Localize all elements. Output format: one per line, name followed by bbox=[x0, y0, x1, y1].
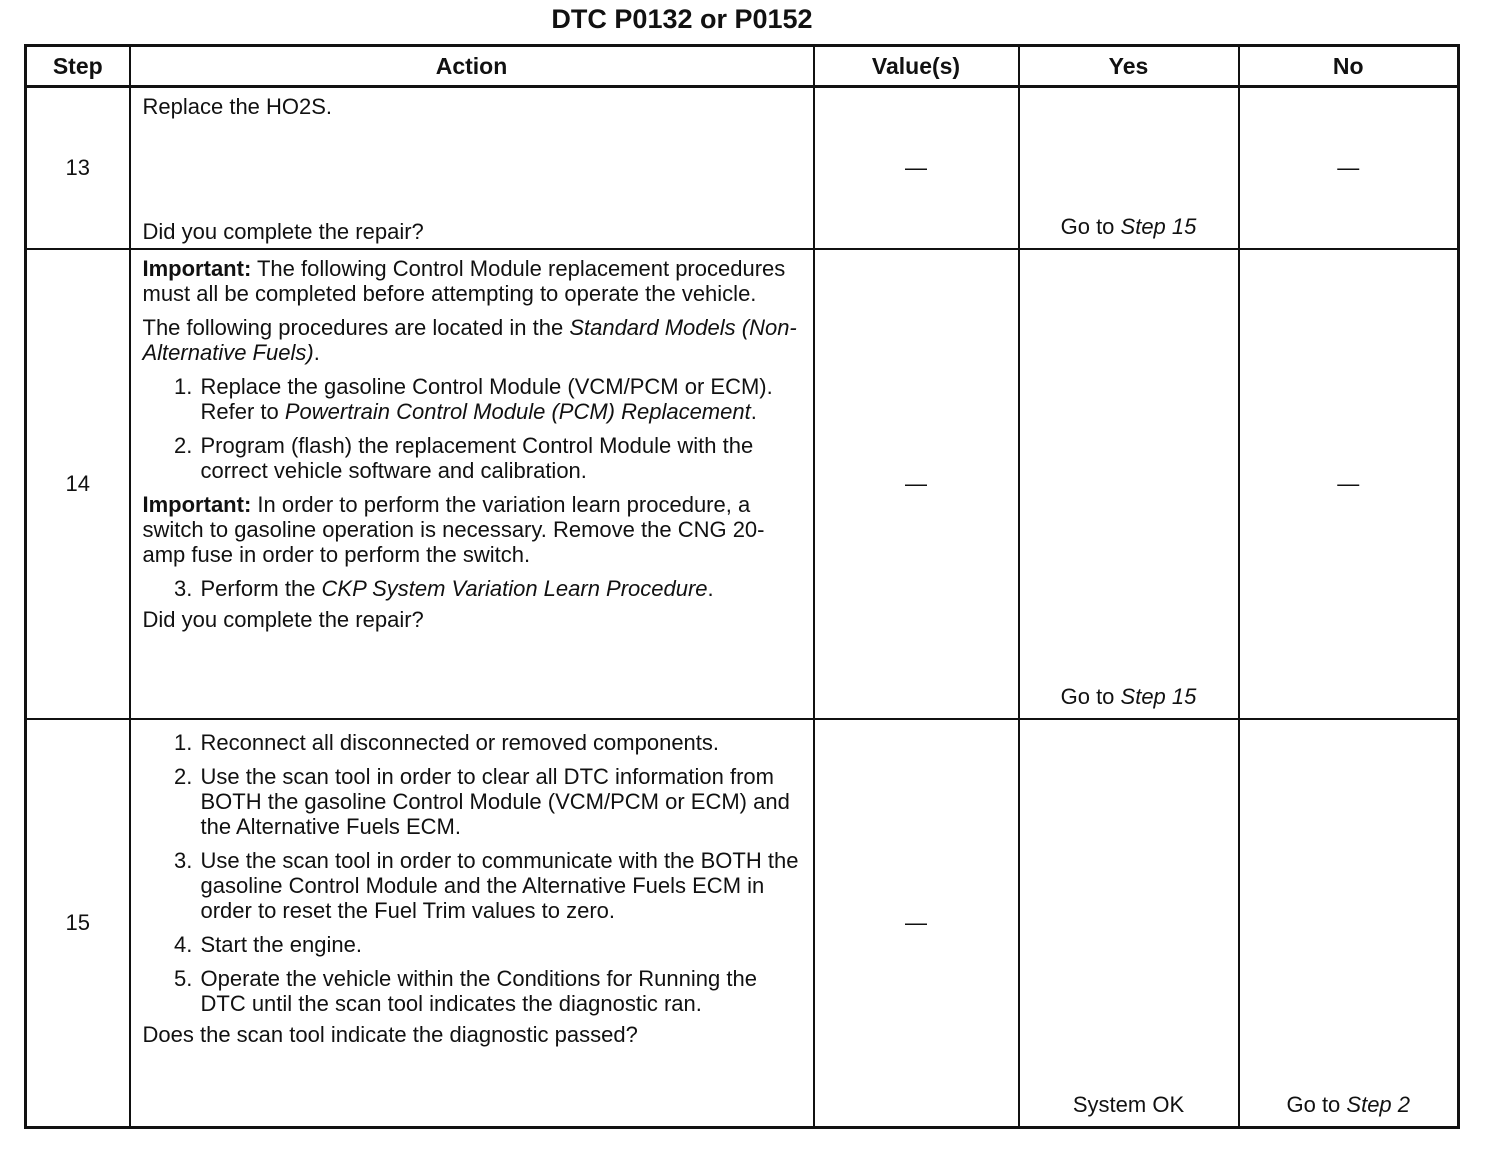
procedure-list bbox=[143, 576, 807, 601]
list-item-text: Perform the bbox=[200, 576, 322, 601]
yes-goto-text: Go to bbox=[1060, 684, 1121, 709]
table-header-row bbox=[26, 46, 1459, 87]
punctuation: . bbox=[750, 399, 757, 424]
location-text: The following procedures are located in the bbox=[142, 315, 570, 340]
action-question: Did you complete the repair? bbox=[142, 607, 424, 632]
location-reference[interactable]: Standard Models (Non-Alternative Fuels) bbox=[142, 315, 797, 365]
yes-step-link[interactable]: Step 15 bbox=[1120, 214, 1197, 239]
important-note bbox=[143, 492, 807, 567]
list-item-text: Program (flash) the replacement Control Module with the correct vehicle software and calibration. bbox=[200, 433, 754, 483]
yes-answer bbox=[1020, 214, 1238, 240]
yes-cell bbox=[1019, 249, 1239, 719]
punctuation: . bbox=[707, 576, 714, 601]
action-cell bbox=[130, 719, 814, 1127]
list-item-text: Replace the gasoline Control Module (VCM/PCM or ECM). Refer to bbox=[200, 374, 773, 424]
list-item: 5. Operate the vehicle within the Conditions for Running the DTC until the scan tool indicates the diagnostic ran. bbox=[199, 966, 807, 1016]
header-yes: Yes bbox=[1019, 46, 1239, 87]
action-question: Did you complete the repair? bbox=[142, 219, 424, 244]
important-label: Important: bbox=[142, 256, 252, 281]
action-cell bbox=[130, 87, 814, 250]
action-cell bbox=[130, 249, 814, 719]
procedure-location bbox=[143, 315, 807, 365]
yes-answer: System OK bbox=[1072, 1091, 1185, 1117]
yes-cell bbox=[1019, 719, 1239, 1127]
no-cell: — bbox=[1239, 87, 1459, 250]
yes-goto-text: Go to bbox=[1060, 214, 1121, 239]
header-no: No bbox=[1239, 46, 1459, 87]
important-text: In order to perform the variation learn procedure, a switch to gasoline operation is necessary. Remove the CNG 20-amp fuse in order to perform the switch. bbox=[142, 492, 765, 567]
yes-step-link[interactable]: Step 15 bbox=[1120, 684, 1197, 709]
list-item: 2. Use the scan tool in order to clear all DTC information from BOTH the gasoline Control Module (VCM/PCM or ECM) and the Alternative Fuels ECM. bbox=[199, 764, 807, 839]
list-item: 1. Reconnect all disconnected or removed components. bbox=[199, 730, 807, 755]
no-answer bbox=[1240, 1092, 1458, 1118]
punctuation: . bbox=[313, 340, 320, 365]
no-goto-text: Go to bbox=[1286, 1091, 1347, 1117]
step-number: 15 bbox=[26, 719, 130, 1127]
action-text: Replace the HO2S. bbox=[142, 94, 333, 119]
ckp-variation-learn-reference[interactable]: CKP System Variation Learn Procedure bbox=[321, 576, 708, 601]
yes-cell bbox=[1019, 87, 1239, 250]
no-cell bbox=[1239, 719, 1459, 1127]
important-label: Important: bbox=[142, 492, 252, 517]
list-item: 4. Start the engine. bbox=[199, 932, 807, 957]
important-note bbox=[143, 256, 807, 306]
important-text: The following Control Module replacement procedures must all be completed before attempting to operate the vehicle. bbox=[142, 256, 786, 306]
pcm-replacement-reference[interactable]: Powertrain Control Module (PCM) Replacement bbox=[284, 399, 751, 424]
step-number: 14 bbox=[26, 249, 130, 719]
table-row-step-15 bbox=[26, 719, 1459, 1127]
values-cell: — bbox=[814, 87, 1019, 250]
table-row-step-14 bbox=[26, 249, 1459, 719]
values-cell: — bbox=[814, 249, 1019, 719]
page-title: DTC P0132 or P0152 bbox=[551, 4, 813, 34]
diagnostic-table bbox=[24, 44, 1460, 1129]
header-values: Value(s) bbox=[814, 46, 1019, 87]
no-cell: — bbox=[1239, 249, 1459, 719]
action-question: Does the scan tool indicate the diagnostic passed? bbox=[142, 1022, 638, 1047]
no-step-link[interactable]: Step 2 bbox=[1346, 1091, 1411, 1117]
list-item bbox=[199, 576, 807, 601]
header-step: Step bbox=[26, 46, 130, 87]
step-number: 13 bbox=[26, 87, 130, 250]
procedure-list bbox=[143, 730, 807, 1016]
procedure-list bbox=[143, 374, 807, 483]
list-item bbox=[199, 374, 807, 424]
yes-answer bbox=[1020, 684, 1238, 710]
list-item: 3. Use the scan tool in order to communicate with the BOTH the gasoline Control Module and the Alternative Fuels ECM in order to reset the Fuel Trim values to zero. bbox=[199, 848, 807, 923]
list-item bbox=[199, 433, 807, 483]
header-action: Action bbox=[130, 46, 814, 87]
table-row-step-13 bbox=[26, 87, 1459, 250]
values-cell: — bbox=[814, 719, 1019, 1127]
